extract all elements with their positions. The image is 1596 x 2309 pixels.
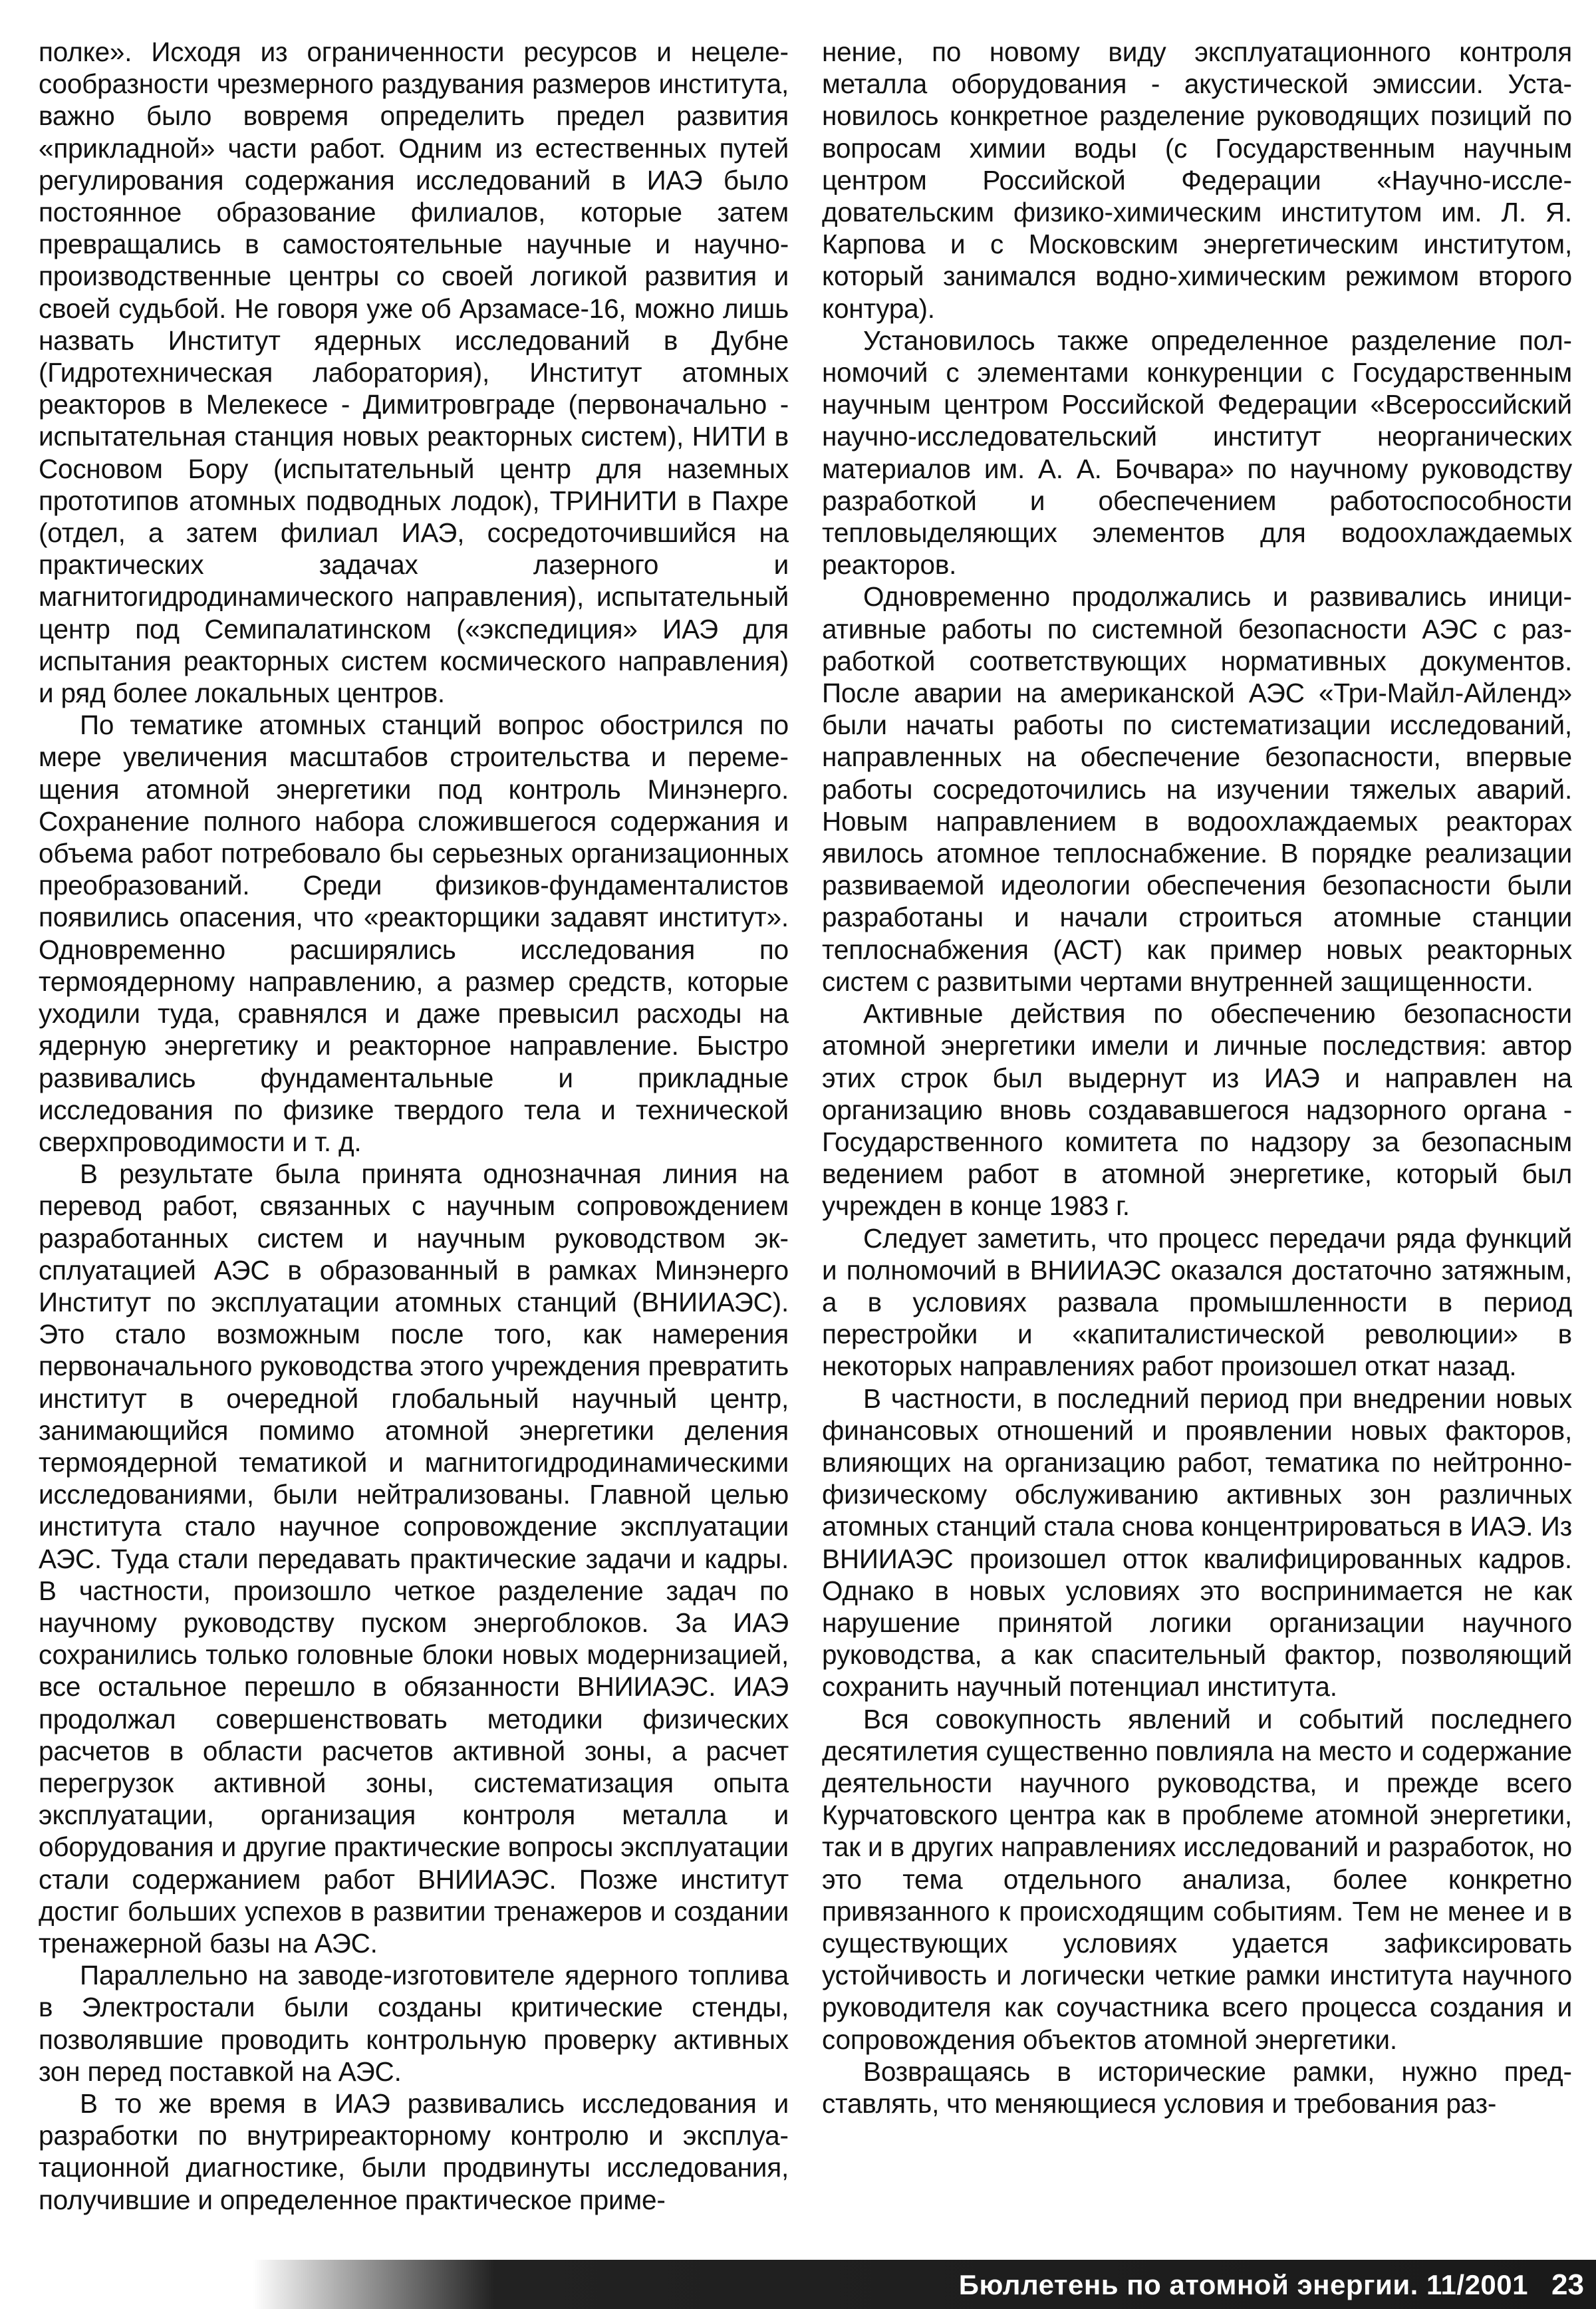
paragraph: полке». Исходя из ограниченности ресурсов и нецелесообразности чрезмерного раздувания размеров института, важно было вовремя определить предел развития «прикладной» части работ. Одним из естественных путей регулирования содержания исследований в ИАЭ было постоянное образование филиалов, которые затем превращались в самостоятельные научные и научно-производственные центры со своей логикой развития и своей судьбой. Не говоря уже об Арзамасе-16, можно лишь назвать Институт ядерных исследований в Дубне (Гидротехническая лаборатория), Институт атомных реакторов в Мелекесе - Димитровграде (первоначально - испытательная станция новых реакторных систем), НИТИ в Сосновом Бору (испытательный центр для наземных прототипов атомных подводных лодок), ТРИНИТИ в Пахре (отдел, а затем филиал ИАЭ, сосредоточившийся на практических задачах лазерного и магнитогидродинамического направления), испытательный центр под Семипалатинском («экспедиция» ИАЭ для испытания реакторных систем космического направления) и ряд более локальных центров. xyxy=(39,37,789,709)
footer-bar xyxy=(253,2260,1596,2309)
paragraph: Установилось также определенное разделение полномочий с элементами конкуренции с Государственным научным центром Российской Федерации «Всероссийский научно-исследовательский институт неорганических материалов им. А. А. Бочвара» по научному руководству разработкой и обеспечением работоспособности тепловыделяющих элементов для водоохлаждаемых реакторов. xyxy=(822,325,1572,581)
paragraph: В частности, в последний период при внедрении новых финансовых отношений и проявлении новых факторов, влияющих на организацию работ, тематика по нейтронно-физическому обслуживанию активных зон различных атомных станций стала снова концентрироваться в ИАЭ. Из ВНИИАЭС произошел отток квалифицированных кадров. Однако в новых условиях это воспринимается не как нарушение принятой логики организации научного руководства, а как спасительный фактор, позволяющий сохранить научный потенциал института. xyxy=(822,1383,1572,1702)
page-footer xyxy=(0,2260,1596,2309)
paragraph: По тематике атомных станций вопрос обострился по мере увеличения масштабов строительства и перемещения атомной энергетики под контроль Минэнерго. Сохранение полного набора сложившегося содержания и объема работ потребовало бы серьезных организационных преобразований. Среди физиков-фундаменталистов появились опасения, что «реакторщики задавят институт». Одновременно расширялись исследования по термоядерному направлению, а размер средств, которые уходили туда, сравнялся и даже превысил расходы на ядерную энергетику и реакторное направление. Быстро развивались фундаментальные и прикладные исследования по физике твердого тела и технической сверхпроводимости и т. д. xyxy=(39,710,789,1157)
paragraph: Следует заметить, что процесс передачи ряда функций и полномочий в ВНИИАЭС оказался достаточно затяжным, а в условиях развала промышленности в период перестройки и «капиталистической революции» в некоторых направлениях работ произошел откат назад. xyxy=(822,1222,1572,1382)
paragraph: В результате была принята однозначная линия на перевод работ, связанных с научным сопровождением разработанных систем и научным руководством эксплуатацией АЭС в образованный в рамках Минэнерго Институт по эксплуатации атомных станций (ВНИИАЭС). Это стало возможным после того, как намерения первоначального руководства этого учреждения превратить институт в очередной глобальный научный центр, занимающийся помимо атомной энергетики деления термоядерной тематикой и магнитогидродинамическими исследованиями, были нейтрализованы. Главной целью института стало научное сопровождение эксплуатации АЭС. Туда стали передавать практические задачи и кадры. В частности, произошло четкое разделение задач по научному руководству пуском энергоблоков. За ИАЭ сохранились только головные блоки новых модернизацией, все остальное перешло в обязанности ВНИИАЭС. ИАЭ продолжал совершенствовать методики физических расчетов в области расчетов активной зоны, а расчет перегрузок активной зоны, систематизация опыта эксплуатации, организация контроля металла и оборудования и другие практические вопросы эксплуатации стали содержанием работ ВНИИАЭС. Позже институт достиг больших успехов в развитии тренажеров и создании тренажерной базы на АЭС. xyxy=(39,1158,789,1959)
paragraph: Вся совокупность явлений и событий последнего десятилетия существенно повлияла на место и содержание деятельности научного руководства, и прежде всего Курчатовского центра как в проблеме атомной энергетики, так и в других направлениях исследований и разработок, но это тема отдельного анализа, более конкретно привязанного к происходящим событиям. Тем не менее и в существующих условиях удается зафиксировать устойчивость и логически четкие рамки института научного руководителя как соучастника всего процесса создания и сопровождения объектов атомной энергетики. xyxy=(822,1703,1572,2055)
paragraph: нение, по новому виду эксплуатационного контроля металла оборудования - акустической эмиссии. Установилось конкретное разделение руководящих позиций по вопросам химии воды (с Государственным научным центром Российской Федерации «Научно-исследовательским физико-химическим институтом им. Л. Я. Карпова и с Московским энергетическим институтом, который занимался водно-химическим режимом второго контура). xyxy=(822,37,1572,324)
paragraph: Параллельно на заводе-изготовителе ядерного топлива в Электростали были созданы критические стенды, позволявшие проводить контрольную проверку активных зон перед поставкой на АЭС. xyxy=(39,1960,789,2087)
left-text-column xyxy=(39,36,789,2244)
paragraph: В то же время в ИАЭ развивались исследования и разработки по внутриреакторному контролю и эксплуатационной диагностике, были продвинуты исследования, получившие и определенное практическое приме- xyxy=(39,2088,789,2215)
paragraph: Одновременно продолжались и развивались инициативные работы по системной безопасности АЭС с разработкой соответствующих нормативных документов. После аварии на американской АЭС «Три-Майл-Айленд» были начаты работы по систематизации исследований, направленных на обеспечение безопасности, впервые работы сосредоточились на изучении тяжелых аварий. Новым направлением в водоохлаждаемых реакторах явилось атомное теплоснабжение. В порядке реализации развиваемой идеологии обеспечения безопасности были разработаны и начали строиться атомные станции теплоснабжения (АСТ) как пример новых реакторных систем с развитыми чертами внутренней защищенности. xyxy=(822,581,1572,997)
paragraph: Возвращаясь в исторические рамки, нужно представлять, что меняющиеся условия и требования раз- xyxy=(822,2056,1572,2119)
journal-title: Бюллетень по атомной энергии. 11/2001 xyxy=(958,2269,1528,2300)
right-text-column xyxy=(822,36,1572,2244)
page-number: 23 xyxy=(1551,2268,1584,2301)
paragraph: Активные действия по обеспечению безопасности атомной энергетики имели и личные последствия: автор этих строк был выдернут из ИАЭ и направлен на организацию вновь создававшегося надзорного органа - Государственного комитета по надзору за безопасным ведением работ в атомной энергетике, который был учрежден в конце 1983 г. xyxy=(822,998,1572,1222)
